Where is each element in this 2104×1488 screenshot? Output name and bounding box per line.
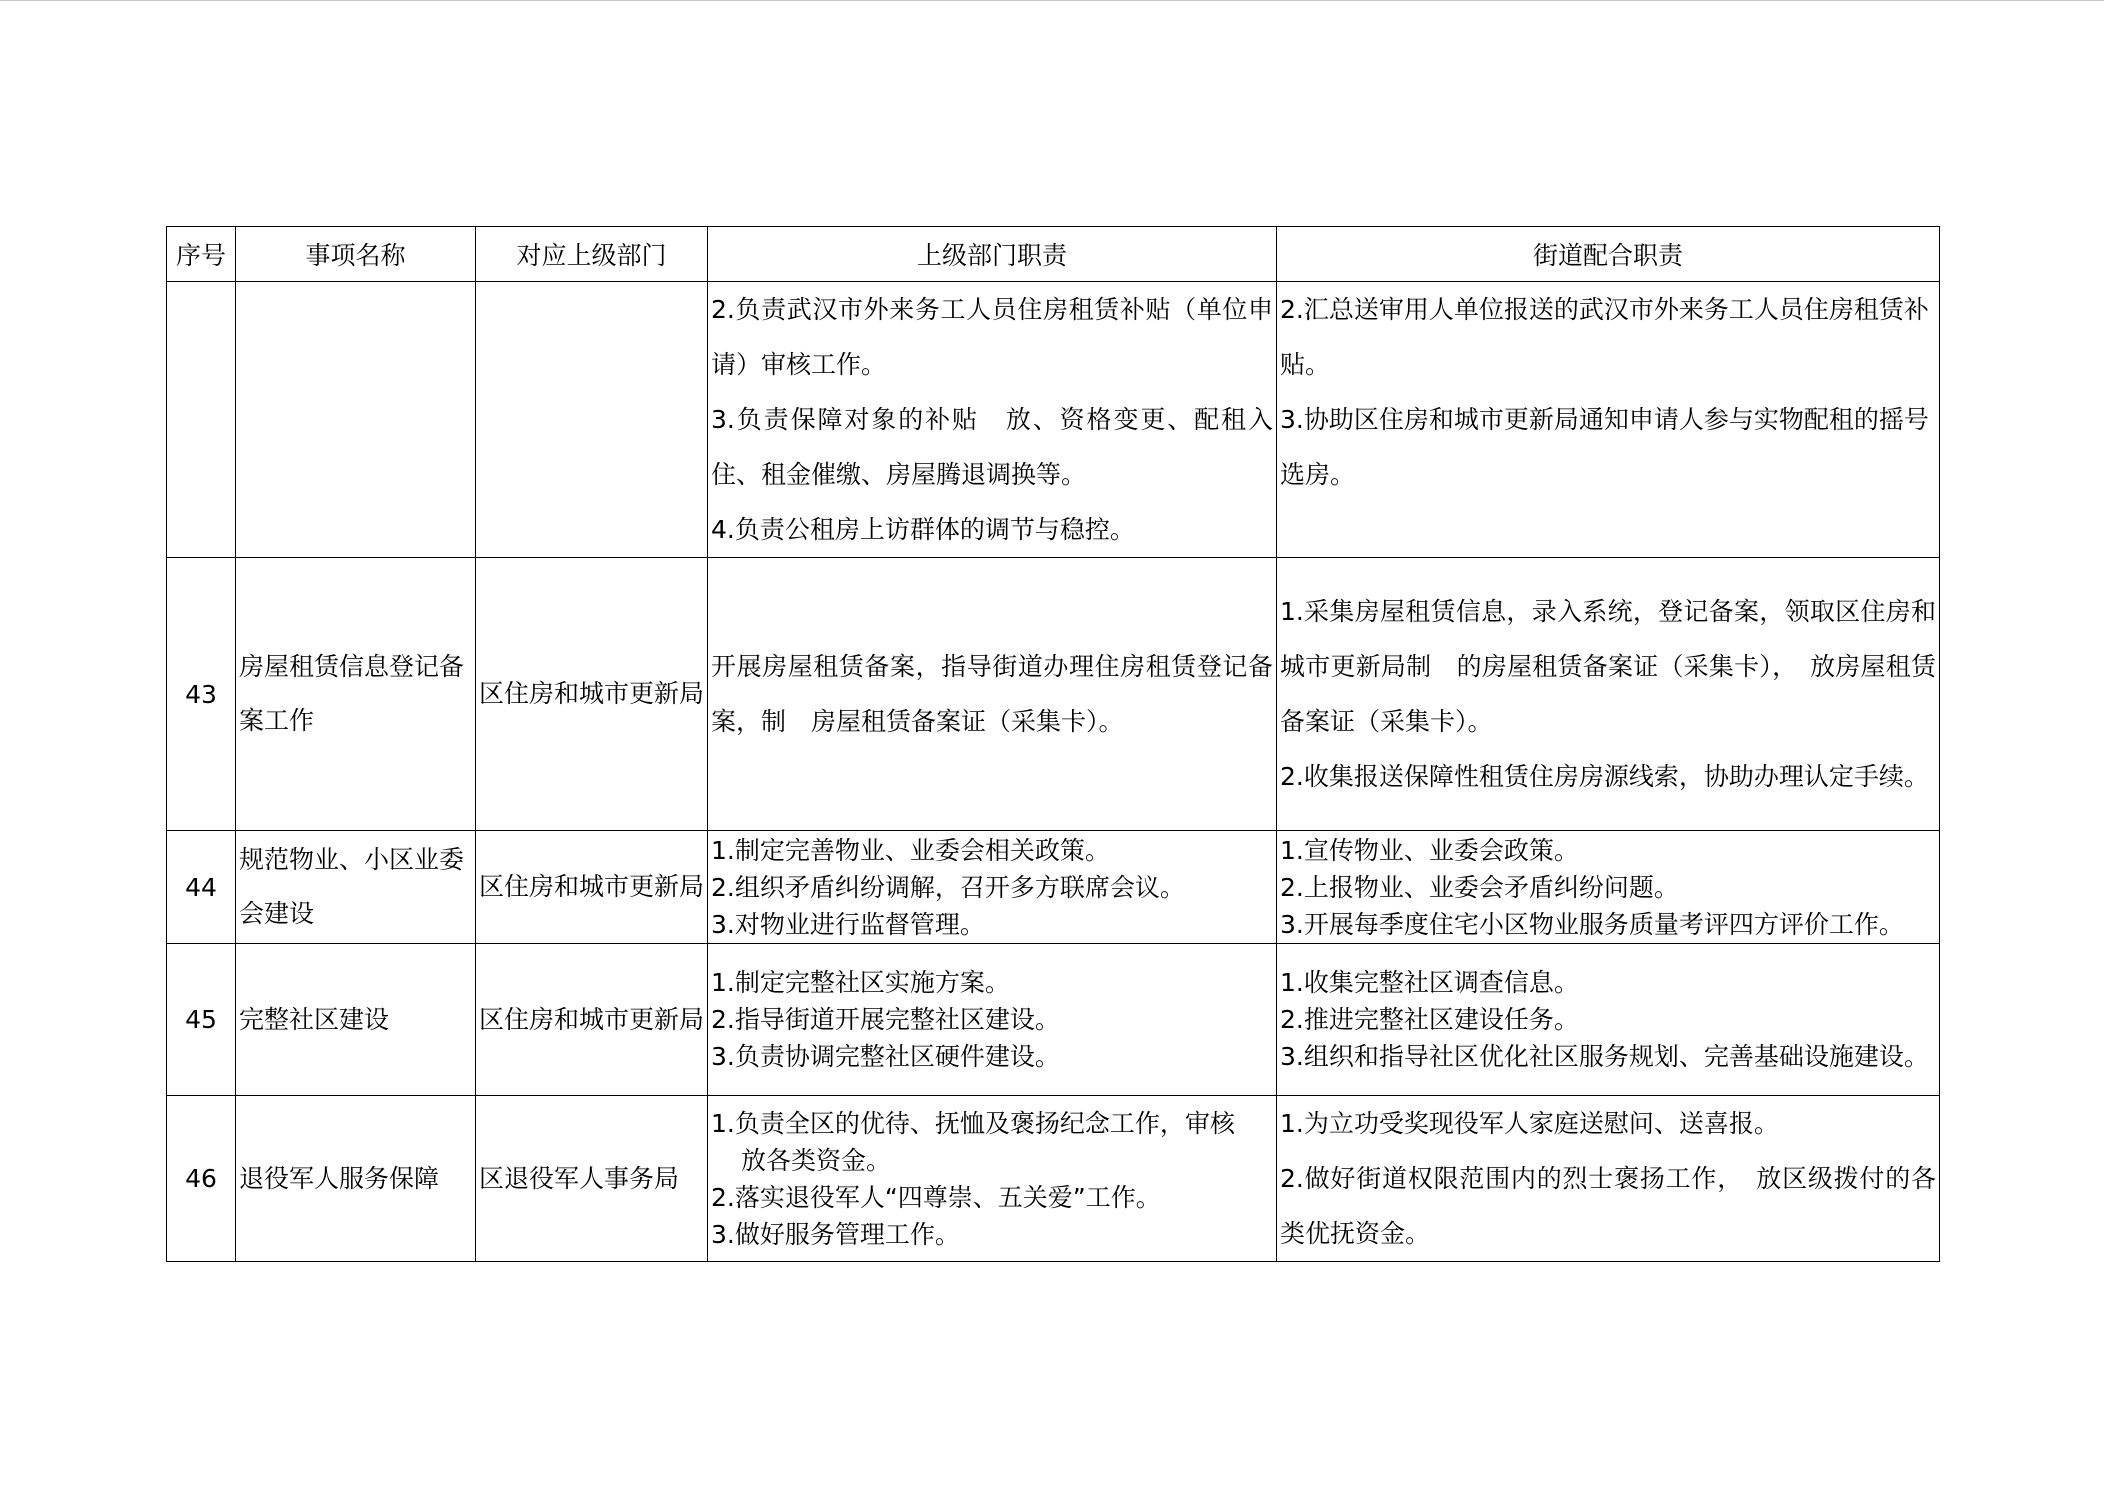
cell-name: 房屋租赁信息登记备案工作 bbox=[236, 558, 476, 831]
cell-upper-duties bbox=[708, 831, 1277, 944]
cell-dept: 区住房和城市更新局 bbox=[476, 944, 708, 1096]
duty-item: 2.推进完整社区建设任务。 bbox=[1280, 1005, 1579, 1034]
header-upper-duties: 上级部门职责 bbox=[708, 227, 1277, 282]
cell-no: 43 bbox=[167, 558, 236, 831]
cell-upper-duties bbox=[708, 1096, 1277, 1262]
duty-item: 3.对物业进行监督管理。 bbox=[711, 909, 985, 939]
duty-item: 1.制定完善物业、业委会相关政策。 bbox=[711, 835, 1110, 865]
cell-no: 45 bbox=[167, 944, 236, 1096]
duty-item: 2.组织矛盾纠纷调解，召开多方联席会议。 bbox=[711, 872, 1185, 902]
header-name: 事项名称 bbox=[236, 227, 476, 282]
duty-item: 3.组织和指导社区优化社区服务规划、完善基础设施建设。 bbox=[1280, 1042, 1929, 1071]
table-row bbox=[167, 1096, 1940, 1262]
duty-item: 3.开展每季度住宅小区物业服务质量考评四方评价工作。 bbox=[1280, 909, 1904, 939]
cell-upper-duties bbox=[708, 944, 1277, 1096]
cell-dept: 区退役军人事务局 bbox=[476, 1096, 708, 1262]
cell-name: 规范物业、小区业委会建设 bbox=[236, 831, 476, 944]
duty-item: 4.负责公租房上访群体的调节与稳控。 bbox=[711, 515, 1135, 544]
cell-no: 46 bbox=[167, 1096, 236, 1262]
duty-item: 2.指导街道开展完整社区建设。 bbox=[711, 1005, 1060, 1034]
cell-no bbox=[167, 282, 236, 558]
duty-item: 1.采集房屋租赁信息，录入系统，登记备案，领取区住房和城市更新局制 的房屋租赁备案证（采集卡）， 放房屋租赁备案证（采集卡）。 bbox=[1280, 597, 1936, 736]
duty-item: 1.宣传物业、业委会政策。 bbox=[1280, 835, 1579, 865]
cell-no: 44 bbox=[167, 831, 236, 944]
duty-item: 1.为立功受奖现役军人家庭送慰问、送喜报。 bbox=[1280, 1109, 1779, 1138]
cell-name bbox=[236, 282, 476, 558]
cell-dept: 区住房和城市更新局 bbox=[476, 831, 708, 944]
cell-dept bbox=[476, 282, 708, 558]
duty-item: 3.负责协调完整社区硬件建设。 bbox=[711, 1042, 1060, 1071]
duty-item: 2.做好街道权限范围内的烈士褒扬工作， 放区级拨付的各类优抚资金。 bbox=[1280, 1164, 1936, 1248]
duty-item: 2.收集报送保障性租赁住房房源线索，协助办理认定手续。 bbox=[1280, 762, 1929, 791]
duty-item: 3.负责保障对象的补贴 放、资格变更、配租入住、租金催缴、房屋腾退调换等。 bbox=[711, 405, 1273, 489]
table-row-continuation bbox=[167, 282, 1940, 558]
duty-item: 开展房屋租赁备案，指导街道办理住房租赁登记备案，制 房屋租赁备案证（采集卡）。 bbox=[711, 652, 1273, 736]
cell-street-duties bbox=[1277, 944, 1940, 1096]
table-header-row bbox=[167, 227, 1940, 282]
header-no: 序号 bbox=[167, 227, 236, 282]
duty-item: 3.做好服务管理工作。 bbox=[711, 1219, 960, 1249]
table-row bbox=[167, 831, 1940, 944]
cell-street-duties bbox=[1277, 558, 1940, 831]
cell-street-duties bbox=[1277, 282, 1940, 558]
duty-item: 1.制定完整社区实施方案。 bbox=[711, 968, 1010, 997]
cell-name: 退役军人服务保障 bbox=[236, 1096, 476, 1262]
page-top-border bbox=[0, 0, 2104, 1]
duty-item: 2.负责武汉市外来务工人员住房租赁补贴（单位申请）审核工作。 bbox=[711, 295, 1273, 379]
duty-item: 1.负责全区的优待、抚恤及褒扬纪念工作，审核 放各类资金。 bbox=[711, 1108, 1260, 1175]
duty-item: 1.收集完整社区调查信息。 bbox=[1280, 968, 1579, 997]
duty-item: 2.汇总送审用人单位报送的武汉市外来务工人员住房租赁补贴。 bbox=[1280, 295, 1929, 379]
cell-upper-duties bbox=[708, 282, 1277, 558]
cell-name: 完整社区建设 bbox=[236, 944, 476, 1096]
table-row bbox=[167, 558, 1940, 831]
duty-item: 3.协助区住房和城市更新局通知申请人参与实物配租的摇号选房。 bbox=[1280, 405, 1929, 489]
header-street-duties: 街道配合职责 bbox=[1277, 227, 1940, 282]
cell-upper-duties bbox=[708, 558, 1277, 831]
table-row bbox=[167, 944, 1940, 1096]
duty-table bbox=[166, 226, 1940, 1262]
duty-item: 2.上报物业、业委会矛盾纠纷问题。 bbox=[1280, 872, 1679, 902]
cell-street-duties bbox=[1277, 1096, 1940, 1262]
duty-item: 2.落实退役军人“四尊崇、五关爱”工作。 bbox=[711, 1182, 1161, 1212]
header-dept: 对应上级部门 bbox=[476, 227, 708, 282]
cell-dept: 区住房和城市更新局 bbox=[476, 558, 708, 831]
cell-street-duties bbox=[1277, 831, 1940, 944]
